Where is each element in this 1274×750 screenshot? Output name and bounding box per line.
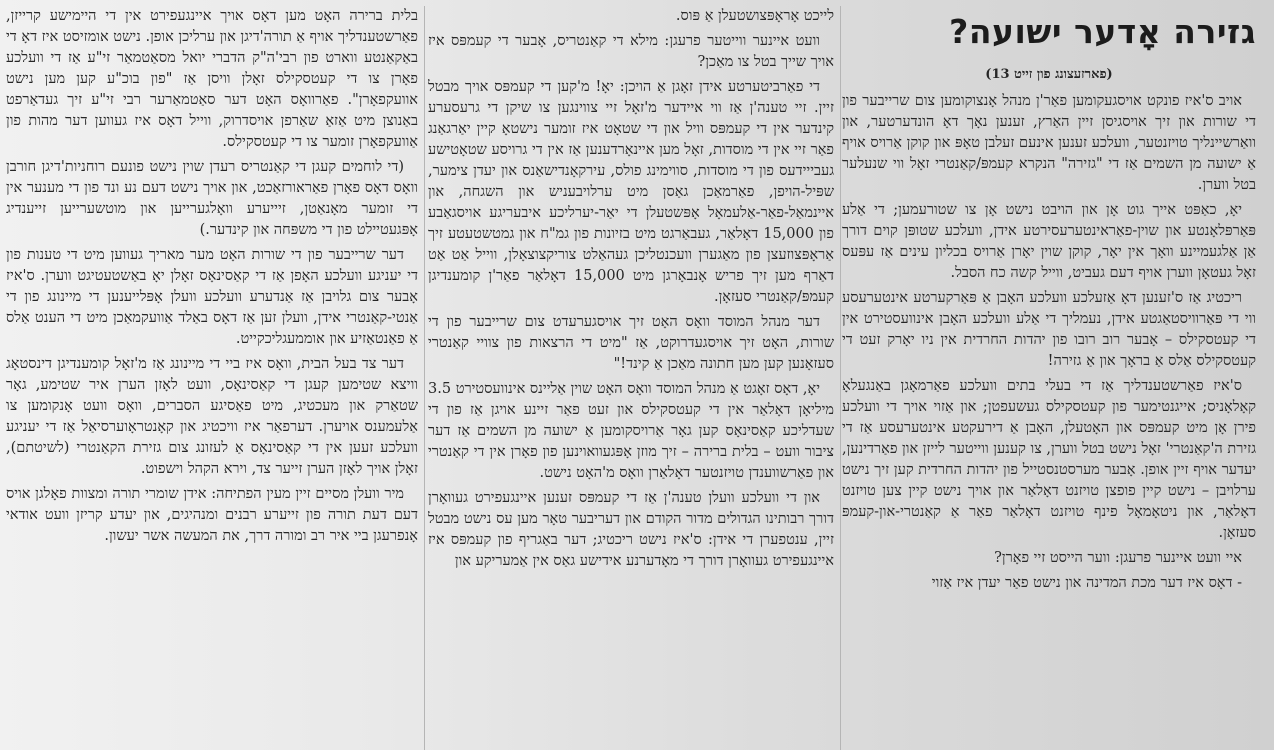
paragraph: ס'איז פאַרשטענדליך אַז די בעלי בתים וועלכע פאַרמאָגן באַנגעלאָ קאָלאָניס; אייגנטימער פון קעטסקילס געשעפטן; און אַזוי אויך די וועלכע פירן אָן מיט קעמפּס און האָטעלן, האָבן אַ דירעקטע אינטערעסע אַז די גזירת ה'קאַנטרי' זאָל נישט בטל ווערן, צו קענען ווייטער לייזן און פאַרדינען, יעדער אויף זיין אופן. אָבער מערסטנסטייל פון יהדות החרדית קען זיך נישט ערלויבן – נישט קיין פופצן טויזנט דאָלאַר און אויך נישט קיין צען טויזנט דאָלאַר, און ניטאָמאָל פינף טויזנט דאָלאַר פאַר אַ קאַנטרי-און-קעמפּ סעזאָן.	[842, 378, 1256, 541]
paragraph: יאָ, דאָס זאָגט אַ מנהל המוסד וואָס האָט שוין אַליינס אינוועסטירט 3.5 מיליאָן דאָלאַר אין די קעטסקילס און זעט פאַר זיינע אויגן אַז פון די שעדליכע קאַסינאָס קען גאָר אַרויסקומען אַ ישועה מן השמים אַז דער ציבור וועט – בלית ברירה – זיך מוזן אָפּגעוואוינען פון פאָרן אין די קאַנטרי און פאַרשווענדן טויזנטער דאָלאַרן וואָס מ'האָט נישט.	[428, 381, 834, 481]
paragraph: יאָ, כאַפּט אייך גוט אָן און הויבט נישט אָן צו שטורעמען; די אַלע פּאַרפּלאָנטע און שוין-פאַראינטערעסירטע אידן, וועלכע שטופּן קוים דורך אַן אַלגעמיינע וואָך אין יאָר, קוקן שוין יאָרן אַרויס בכליון עינים אַז עפּעס זאָל געטאָן ווערן אויף דעם געביט, ווייל קשה כח הסבל.	[842, 202, 1256, 281]
paragraph: און די וועלכע וועלן טענה'ן אַז די קעמפּס זענען איינגעפירט געוואָרן דורך רבותינו הגדולים מדור הקודם און דעריבער טאָר מען עס נישט מבטל זיין, ענטפערן די אידן: ס'איז נישט ריכטיג; דער באַגריף פון קעמפּס איז איינגעפירט געוואָרן דורך די מאָדערנע אידישע גאַס אין אַמעריקע און	[428, 490, 834, 569]
paragraph: איי וועט איינער פרעגן: ווער הייסט זיי פאָרן?	[994, 550, 1242, 566]
paragraph: לייכט אָראָפּצושטעלן אַ פּוס.	[675, 8, 834, 24]
paragraph: די פאַרביטערטע אידן זאָגן אַ הויכן: יאָ! מ'קען די קעמפּס אויך מבטל זיין. זיי טענה'ן אַז ווי איידער מ'זאָל זיי צווינגען צו שיקן די גרעסערע קינדער אין די קעמפּס וויל און די שטאָט איז זומער נישטאָ קיין יאַרגאַנג פאַר זיי אין די מוסדות, זאָל מען איינאָרדענען אַז אין די גרויסע שטאָטישע געבייידעס פון די מוסדות, סווימינג פולס, עירקאָנדישאַנס און יעדן צימער, שפּיל-הויפן, פאַרמאַכן גאַסן מיט ערלויבעניש און השגחה, און איינמאַל-פאַר-אַלעמאָל אָפּשטעלן די יאַר-יערליכע איבעריגע אויסגאַבע פון 15,000 דאָלאַר, געבאַרגט מיט בזיונות פון גמ"ח און גמטשטעטע זיך אַראָפּצוזעצן פון מאַגערן וועכנטליכן געהאַלט צוריקצוצאָלן, ווייל אַט אַט דאַרף מען זיך פריש אָנבאָרגן מיט 15,000 דאָלאַר פאַר'ן קומענדיגן קעמפּ/קאַנטרי סעזאָן.	[428, 79, 834, 305]
paragraph: דער צד בעל הבית, וואָס איז ביי די מיינונג אַז מ'זאָל קומענדיגן דינסטאָג וויצא שטימען קעגן די קאַסינאָס, וועט לאָזן הערן איר שטימע, גאָר שטאַרק און מעכטיג, מיט פאַסיגע הסברים, וואָס וועט אָנקומען צו אַלעמענס אויערן. דערפאַר איז וויכטיג און קאָנטראָוערסיאַל אַז די יעניגע וועלכע זעען אין די קאַסינאָס אַ לעזונג צום גזירת הקאַנטרי (לשיטתם), זאָלן אויך לאָזן הערן זייער צד, וירא הקהל וישפוט.	[6, 356, 418, 477]
paragraph: בלית ברירה האָט מען דאָס אויך איינגעפירט אין די היימישע קרייזן, פאַרשטענדליך אויף אַ תורה'דיגן און ערליכן אופן. נישט אומזיסט איז דאָ די באַקאַנטע ווארט פון רבי'ה"ק הדברי יואל מסאַטמאַר זי"ע אַז די וועלכע פאָרן צו די קעטסקילס זאָלן וויסן אַז "פון בוכ"ע קען מען נישט אוועקפאָרן". פאַרוואָס האָט דער סאַטמאַרער רבי זי"ע זיך געדאַרפט באַנוצן מיט אַזאַ שאַרפן אויסדרוק, ווייל דאָס איז געווען דער מהות פון אַוועקפאָרן זומער צו די קעטסקילס.	[6, 8, 418, 150]
column-left	[6, 6, 425, 750]
paragraph: - דאָס איז דער מכת המדינה און נישט פאַר יעדן איז אַזוי	[931, 575, 1242, 591]
column-middle	[428, 6, 841, 750]
paragraph: וועט איינער ווייטער פרעגן: מילא די קאַנטריס, אָבער די קעמפּס איז אויך שייך בטל צו מאַכן?	[428, 33, 834, 70]
paragraph: דער שרייבער פון די שורות האָט מער מאריך געווען מיט די טענות פון די יעניגע וועלכע האָפן אַז די קאַסינאָס זאָלן יאָ באַשטעטיגט ווערן. ס'איז אָבער צום גלויבן אַז אַנדערע וועלכע וועלן אָפּלייענען די מיינונג פון די אַנטי-קאַנטרי אידן, וועלן זען אַז דאָס באַלד אַוועקמאַכן מיט די הענט אַלס אַ פאַנטאַזיע און אוממעגליכקייט.	[6, 247, 418, 347]
paragraph: ריכטיג אַז ס'זענען דאָ אַזעלכע וועלכע האָבן אַ פּאַרקערטע אינטערעסע ווי די פּאַרוויסטאַגטע אידן, נעמליך די אַלע וועלכע האָבן אינוועסטירט אין די קעטסקילס – אָבער רוב רובו פון יהדות החרדית אין ניו יאָרק זעט די קעטסקילס אַלס אַ בראָך און אַ גזירה!	[842, 290, 1256, 369]
column-right	[842, 6, 1256, 750]
paragraph: מיר וועלן מסיים זיין מעין הפתיחה: אידן שומרי תורה ומצוות פאָלגן אויס דעם דעת תורה פון זייערע רבנים ומנהיגים, און יעדע קריזן וועט אודאי אָנפרעגן ביי איר רב ומורה דרך, את המעשה אשר יעשון.	[6, 486, 418, 544]
paragraph: דער מנהל המוסד וואָס האָט זיך אויסגערעדט צום שרייבער פון די שורות, האָט זיך אויסגעדרוקט, אַז "מיט די הרצאות פון צוויי קאַנטרי סעזאָנען קען מען חתונה מאַכן אַ קינד!"	[428, 314, 834, 372]
continuation-note: (פארזעצונג פון זייט 13)	[985, 67, 1113, 82]
paragraph: (די לוחמים קעגן די קאַנטריס רעדן שוין נישט פונעם רוחניות'דיגן חורבן וואָס דאָס פאָרן פאַראורזאַכט, און אויך נישט דעם נע ונד פון די מענער אין די זומער מאָנאַטן, זיייערע וואָלגערייען און מוטשערייען זייענדיג אָפּגעטיילט פון די משפּחה און קינדער.)	[6, 159, 418, 238]
article-headline: גזירה אָדער ישועה?	[949, 12, 1256, 51]
paragraph: אויב ס'איז פונקט אויסגעקומען פאַר'ן מנהל אָנצוקומען צום שרייבער פון די שורות און זיך אויסגיסן זיין האַרץ, זענען נאָך דאָ הונדערטער, און וואַרשיינליך טויזנטער, וועלכע זענען אינעם זעלבן טאָפּ און קוקן אַרויס אויף אַ ישועה מן השמים אַז די "גזירה" הנקרא קעמפּ/קאַנטרי זאָל ווי שנעלער בטל ווערן.	[842, 93, 1256, 193]
